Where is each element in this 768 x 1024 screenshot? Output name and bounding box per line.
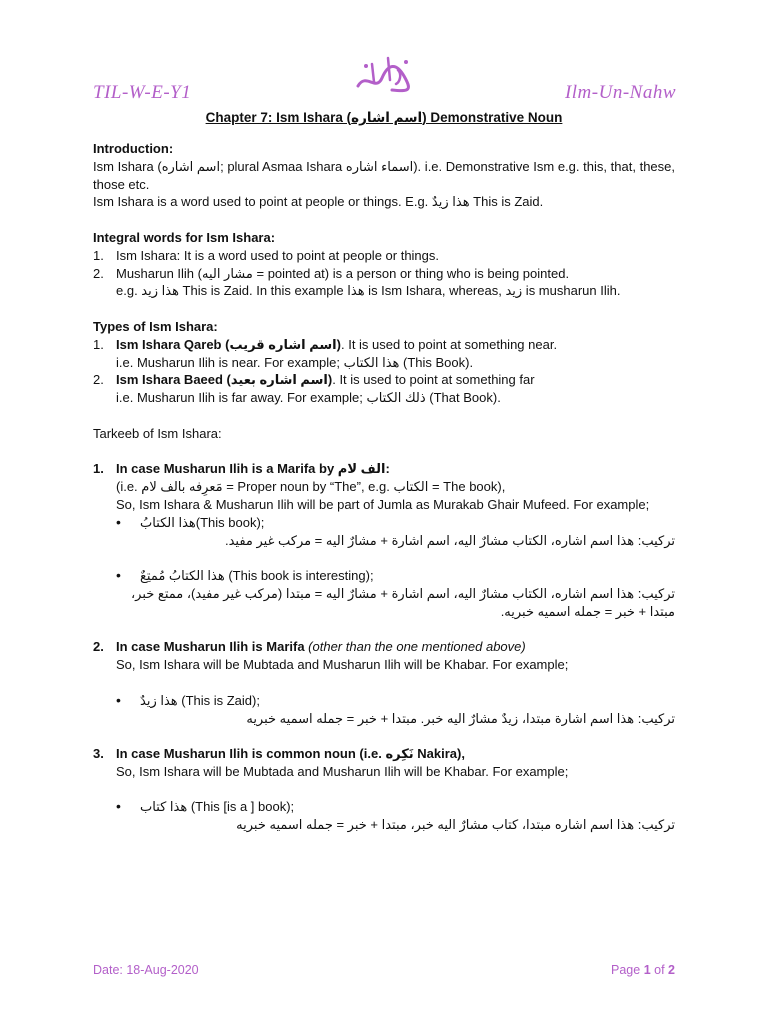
integral-item-1: 1. Ism Ishara: It is a word used to point at people or things.	[93, 247, 440, 263]
footer-page-number: Page 1 of 2	[611, 963, 675, 977]
integral-example: e.g. هذا زيد This is Zaid. In this example هذا is Ism Ishara, whereas, زيد is musharun Ilih.	[116, 283, 621, 299]
integral-heading: Integral words for Ism Ishara:	[93, 229, 276, 245]
bullet-icon: •	[116, 691, 121, 708]
intro-paragraph-1: Ism Ishara (اسم اشاره; plural Asmaa Ishara اسماء اشاره). i.e. Demonstrative Ism e.g. this, that, these, those etc.	[93, 158, 675, 192]
header-left-title: TIL-W-E-Y1	[93, 82, 192, 103]
header-right-title: Ilm-Un-Nahw	[564, 82, 676, 103]
case-2-bullet-1: • هذا زيدٌ (This is Zaid);	[116, 691, 260, 708]
integral-item-2: 2. Musharun Ilih (مشار اليه = pointed at) is a person or thing who is being pointed.	[93, 265, 570, 281]
tarkeeb-heading: Tarkeeb of Ism Ishara:	[93, 425, 222, 441]
footer-date: Date: 18-Aug-2020	[93, 963, 199, 977]
case-1-heading: 1. In case Musharun Ilih is a Marifa by الف لام:	[93, 461, 390, 477]
case-1-line-2: So, Ism Ishara & Musharun Ilih will be part of Jumla as Murakab Ghair Mufeed. For example;	[116, 496, 650, 512]
types-heading: Types of Ism Ishara:	[93, 318, 218, 334]
case-2-line-1: So, Ism Ishara will be Mubtada and Musharun Ilih will be Khabar. For example;	[116, 657, 569, 673]
case-1-bullet-1: • هذا الكتابُ(This book);	[116, 513, 265, 530]
bullet-icon: •	[116, 567, 121, 584]
bullet-icon: •	[116, 513, 121, 530]
case-3-bullet-1: • هذا كتاب (This [is a ] book);	[116, 798, 295, 815]
case-1-bullet-2: • هذا الكتابُ مُمتِعٌ (This book is interesting);	[116, 567, 374, 584]
case-1-bullet-2-arabic-2: مبتدا + خبر = جمله اسميه خبريه.	[500, 603, 675, 619]
case-2-heading: 2. In case Musharun Ilih is Marifa (other than the one mentioned above)	[93, 639, 526, 655]
case-1-line-1: (i.e. مَعرِفه بالف لام = Proper noun by “The”, e.g. الكتاب = The book),	[116, 479, 506, 495]
intro-heading: Introduction:	[93, 141, 174, 156]
types-item-2-sub: i.e. Musharun Ilih is far away. For example; ذلك الكتاب (That Book).	[116, 390, 501, 406]
chapter-title: Chapter 7: Ism Ishara (اسم اشاره) Demonstrative Noun	[205, 110, 563, 125]
case-3-line-1: So, Ism Ishara will be Mubtada and Musharun Ilih will be Khabar. For example;	[116, 763, 569, 779]
case-3-heading: 3. In case Musharun Ilih is common noun (i.e. نَكِره Nakira),	[93, 746, 465, 762]
types-item-1: 1. Ism Ishara Qareb (اسم اشاره قريب). It is used to point at something near.	[93, 336, 558, 352]
types-item-1-sub: i.e. Musharun Ilih is near. For example; هذا الكتاب (This Book).	[116, 354, 474, 370]
calligraphy-logo	[352, 52, 416, 98]
types-item-2: 2. Ism Ishara Baeed (اسم اشاره بعيد). It is used to point at something far	[93, 372, 535, 388]
document-body	[93, 140, 675, 834]
case-3-bullet-1-arabic: تركيب: هذا اسم اشاره مبتدا، كتاب مشارٌ اليه خبر، مبتدا + خبر = جمله اسميه خبريه	[236, 817, 675, 833]
case-1-bullet-2-arabic-1: تركيب: هذا اسم اشاره، الكتاب مشارٌ اليه، اسم اشارة + مشارٌ اليه = مبتدا (مركب غير مفيد)، ممتع خبر،	[130, 585, 675, 601]
case-1-bullet-1-arabic: تركيب: هذا اسم اشاره، الكتاب مشارٌ اليه، اسم اشارة + مشارٌ اليه = مركب غير مفيد.	[224, 532, 675, 548]
intro-paragraph-2: Ism Ishara is a word used to point at people or things. E.g. هذا زيدٌ This is Zaid.	[93, 194, 544, 210]
case-2-bullet-1-arabic: تركيب: هذا اسم اشارة مبتدا، زيدٌ مشارٌ اليه خبر. مبتدا + خبر = جمله اسميه خبريه	[246, 710, 675, 726]
bullet-icon: •	[116, 798, 121, 815]
